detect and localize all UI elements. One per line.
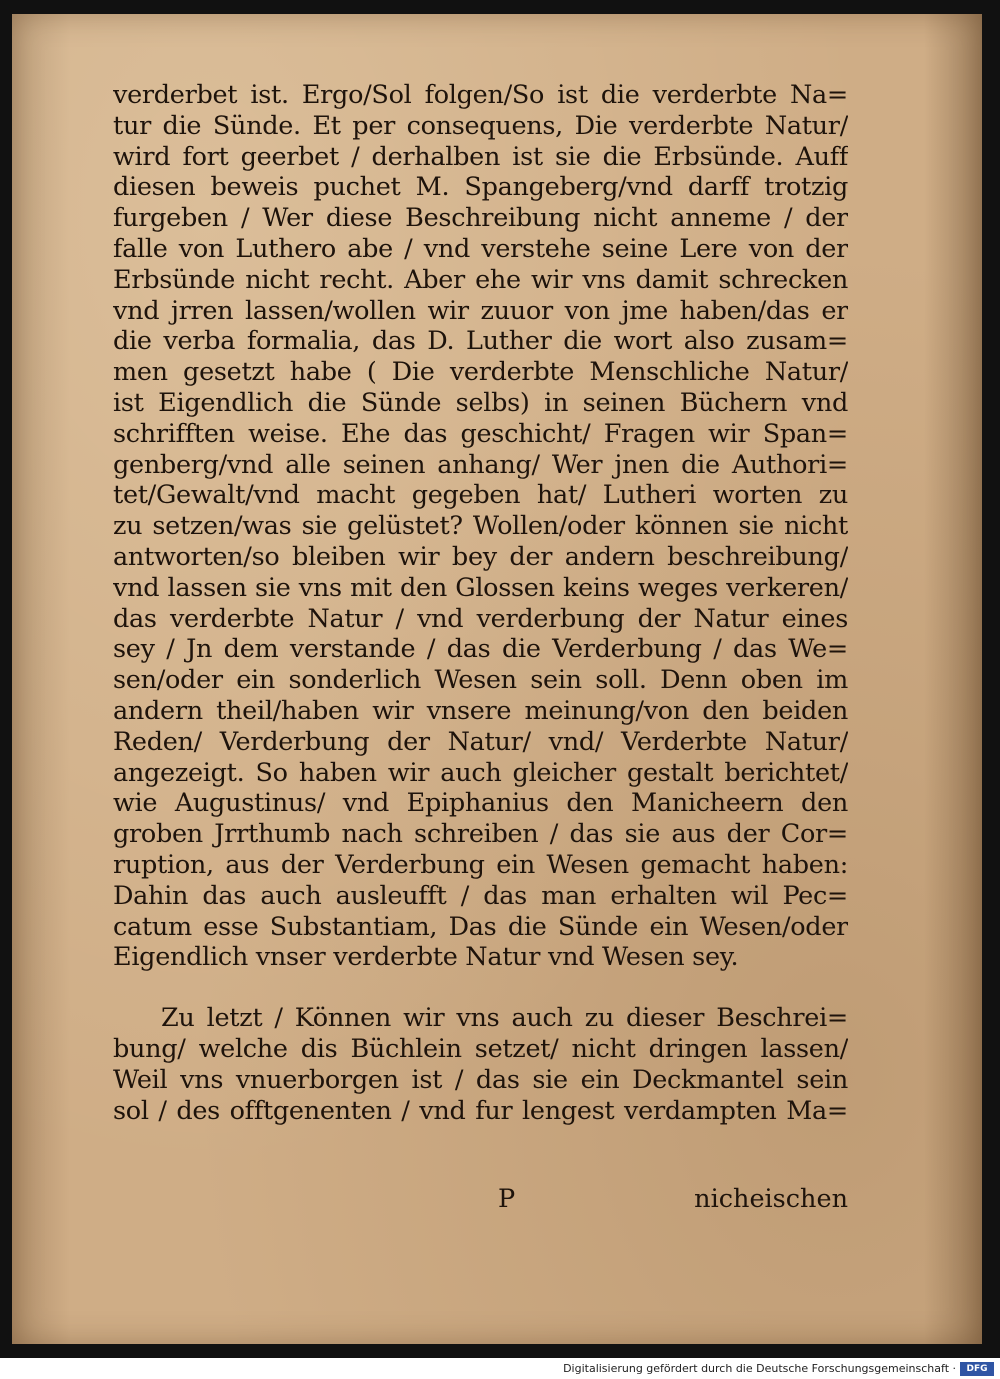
text-line: vnd lassen sie vns mit den Glossen keins weges verkeren/ <box>113 572 848 603</box>
dfg-logo-icon: DFG <box>960 1362 994 1376</box>
text-line: Eigendlich vnser verderbte Natur vnd Wesen sey. <box>113 942 739 973</box>
text-line: angezeigt. So haben wir auch gleicher gestalt berichtet/ <box>113 757 848 788</box>
text-line: sen/oder ein sonderlich Wesen sein soll. Denn oben im <box>113 665 848 696</box>
text-line: zu setzen/was sie gelüstet? Wollen/oder können sie nicht <box>113 511 848 542</box>
catchword: nicheischen <box>694 1184 848 1214</box>
text-line: verderbet ist. Ergo/Sol folgen/So ist die verderbte Na= <box>113 80 848 110</box>
text-line: Reden/ Verderbung der Natur/ vnd/ Verderbte Natur/ <box>113 726 848 757</box>
text-line: men gesetzt habe ( Die verderbte Menschliche Natur/ <box>113 357 848 388</box>
text-line: schrifften weise. Ehe das geschicht/ Fragen wir Span= <box>113 418 848 449</box>
text-line: wie Augustinus/ vnd Epiphanius den Manicheern den <box>113 788 848 819</box>
text-line: furgeben / Wer diese Beschreibung nicht anneme / der <box>113 203 848 234</box>
main-text <box>113 80 848 1126</box>
text-line: bung/ welche dis Büchlein setzet/ nicht dringen lassen/ <box>113 1033 848 1064</box>
text-line: Zu letzt / Können wir vns auch zu dieser Beschrei= <box>161 1003 848 1034</box>
text-line: genberg/vnd alle seinen anhang/ Wer jnen die Authori= <box>113 449 848 480</box>
text-line: diesen beweis puchet M. Spangeberg/vnd darff trotzig <box>113 172 848 203</box>
text-line: Erbsünde nicht recht. Aber ehe wir vns damit schrecken <box>113 264 848 295</box>
text-line: antworten/so bleiben wir bey der andern beschreibung/ <box>113 541 848 572</box>
text-line: falle von Luthero abe / vnd verstehe seine Lere von der <box>113 233 848 264</box>
text-line: ruption, aus der Verderbung ein Wesen gemacht haben: <box>113 849 848 880</box>
funding-credit: Digitalisierung gefördert durch die Deutsche Forschungsgemeinschaft · <box>563 1362 956 1375</box>
digitization-footer <box>0 1360 1000 1379</box>
text-line: sey / Jn dem verstande / das die Verderbung / das We= <box>113 634 848 665</box>
text-line: das verderbte Natur / vnd verderbung der Natur eines <box>113 603 848 634</box>
text-line: catum esse Substantiam, Das die Sünde ein Wesen/oder <box>113 911 848 942</box>
text-line: Dahin das auch ausleufft / das man erhalten wil Pec= <box>113 880 848 911</box>
text-line: tet/Gewalt/vnd macht gegeben hat/ Lutheri worten zu <box>113 480 848 511</box>
paragraph-gap <box>113 973 848 1003</box>
text-line: andern theil/haben wir vnsere meinung/von den beiden <box>113 695 848 726</box>
page-footer-line <box>113 1184 848 1220</box>
book-page <box>12 14 982 1344</box>
text-line: groben Jrrthumb nach schreiben / das sie aus der Cor= <box>113 819 848 850</box>
text-line: tur die Sünde. Et per consequens, Die verderbte Natur/ <box>113 110 848 141</box>
text-line: sol / des offtgenenten / vnd fur lengest verdampten Ma= <box>113 1095 848 1126</box>
text-line: wird fort geerbet / derhalben ist sie die Erbsünde. Auff <box>113 141 848 172</box>
text-line: vnd jrren lassen/wollen wir zuuor von jme haben/das er <box>113 295 848 326</box>
text-line: ist Eigendlich die Sünde selbs) in seinen Büchern vnd <box>113 387 848 418</box>
signature-mark: P <box>498 1184 516 1214</box>
text-line: Weil vns vnuerborgen ist / das sie ein Deckmantel sein <box>113 1064 848 1095</box>
text-line: die verba formalia, das D. Luther die wort also zusam= <box>113 326 848 357</box>
